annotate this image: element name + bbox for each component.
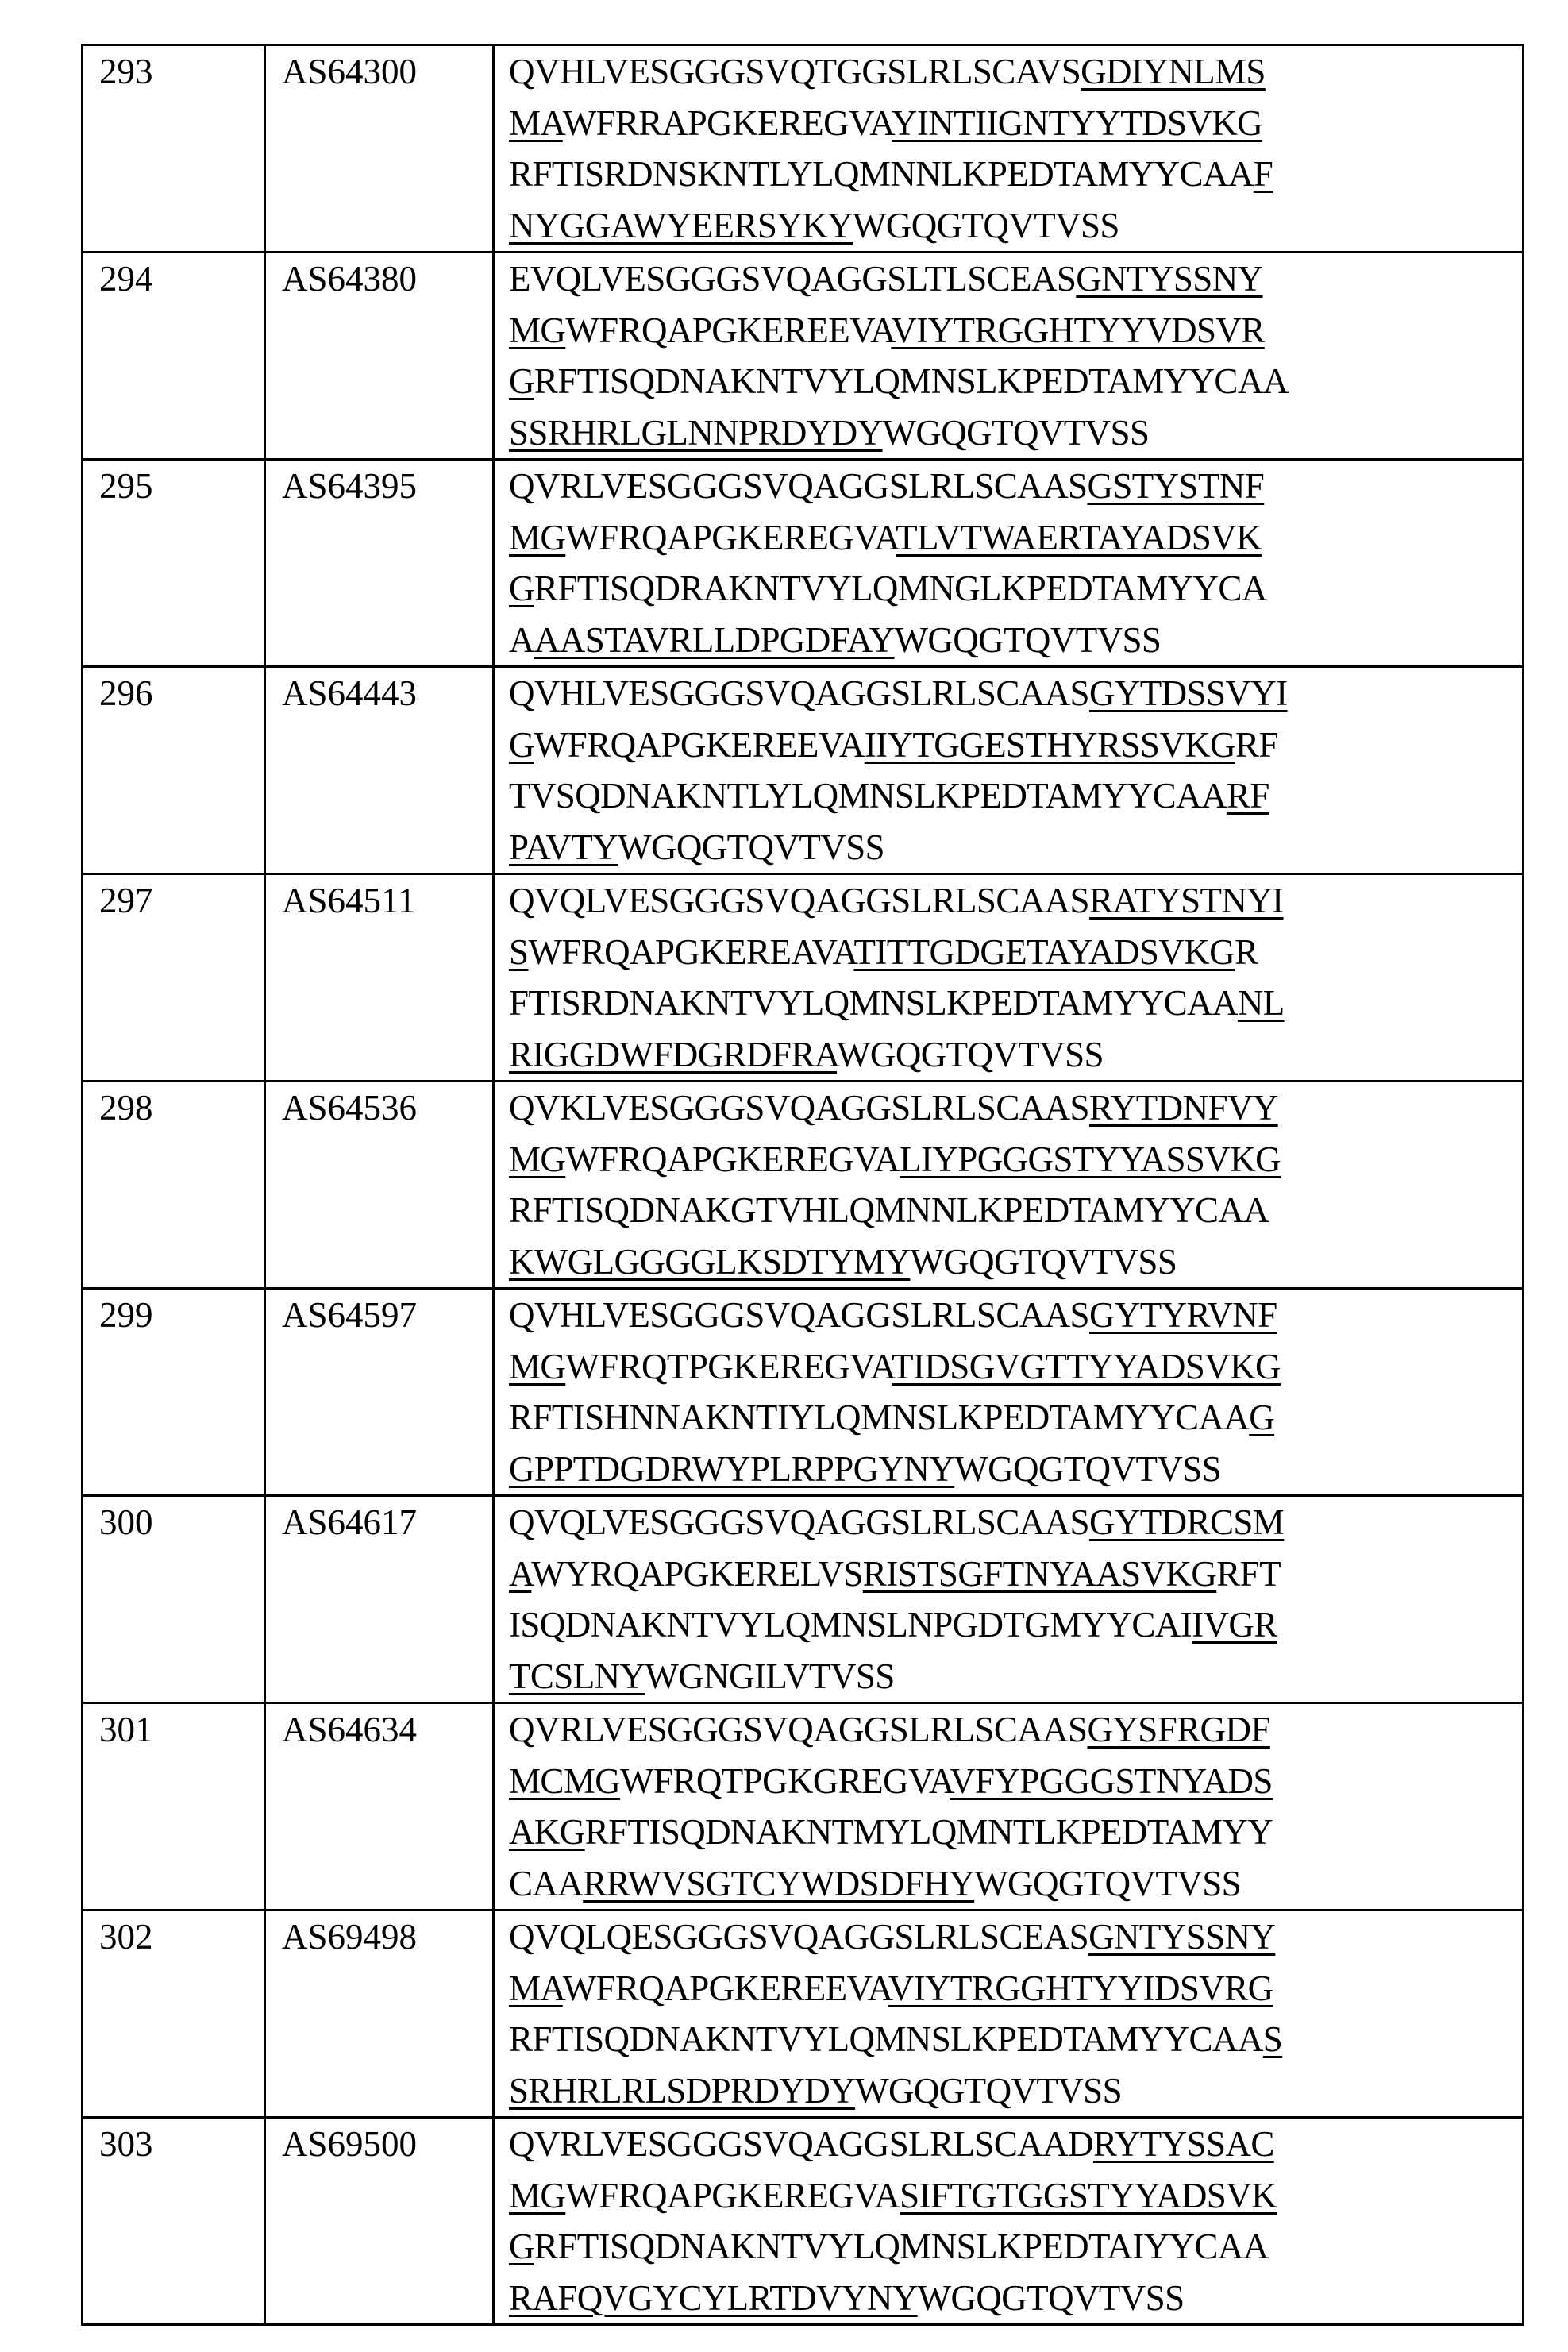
sequence-line — [509, 1963, 1522, 2015]
sequence-number: 302 — [99, 1917, 153, 1957]
cdr-segment: LIYPGGGSTYYASSVKG — [900, 1139, 1281, 1179]
framework-segment: WFRQAPGKEREGVA — [565, 1139, 900, 1179]
sequence-line — [509, 927, 1522, 978]
framework-segment: WFRQTPGKEREGVA — [565, 1346, 892, 1386]
sequence-line — [509, 1704, 1522, 1756]
cdr-segment: GYTYRVNF — [1088, 1295, 1277, 1335]
sequence-line — [509, 563, 1522, 615]
clone-id-cell — [265, 1496, 494, 1703]
framework-segment: WYRQAPGKERELVS — [531, 1553, 863, 1594]
clone-id: AS64597 — [282, 1295, 418, 1335]
framework-segment: WGQGTQVTVSS — [910, 1241, 1177, 1282]
sequence-line — [509, 1185, 1522, 1236]
cdr-segment: F — [1253, 154, 1273, 194]
sequence-line — [509, 2273, 1522, 2324]
framework-segment: WFRQTPGKGREGVA — [620, 1760, 950, 1801]
sequence-line — [509, 1029, 1522, 1081]
sequence-line — [509, 461, 1522, 512]
cdr-segment: G — [1249, 1398, 1275, 1437]
cdr-segment: MG — [509, 1139, 566, 1179]
sequence-line — [509, 1392, 1522, 1444]
sequence-line — [509, 1236, 1522, 1288]
table-row — [83, 45, 1524, 253]
cdr-segment: TITTGDGETAYADSVKG — [853, 931, 1235, 972]
amino-acid-sequence-cell — [494, 45, 1524, 253]
sequence-line — [509, 615, 1522, 666]
sequence-number-cell — [83, 1911, 265, 2118]
cdr-segment: G — [509, 361, 534, 401]
sequence-number-cell — [83, 253, 265, 460]
sequence-line — [509, 98, 1522, 149]
clone-id-cell — [265, 45, 494, 253]
sequence-line — [509, 2119, 1522, 2170]
clone-id: AS64634 — [282, 1710, 418, 1749]
sequence-line — [509, 1548, 1522, 1600]
framework-segment: QVQLQESGGGSVQAGGSLRLSCEAS — [509, 1917, 1089, 1957]
cdr-segment: RIGGDWFDGRDFRA — [509, 1034, 838, 1074]
cdr-segment: RRWVSGTCYWDSDFHY — [583, 1863, 975, 1903]
sequence-line — [509, 1599, 1522, 1651]
sequence-number: 303 — [99, 2124, 153, 2164]
cdr-segment: IIYTGGESTHYRSSVKG — [864, 724, 1236, 765]
table-row — [83, 1082, 1524, 1289]
clone-id: AS64300 — [282, 52, 418, 91]
framework-segment: QVHLVESGGGSVQAGGSLRLSCAAS — [509, 1295, 1089, 1335]
framework-segment: WGQGTQVTVSS — [837, 1034, 1104, 1074]
cdr-segment: AKG — [509, 1812, 585, 1852]
framework-segment: A — [509, 619, 534, 660]
clone-id: AS64511 — [282, 881, 416, 920]
sequence-line — [509, 407, 1522, 459]
sequence-number: 297 — [99, 881, 153, 920]
framework-segment: RFTISHNNAKNTIYLQMNSLKPEDTAMYYCAA — [509, 1398, 1250, 1437]
cdr-segment: VIYTRGGHTYYIDSVRG — [888, 1968, 1273, 2008]
framework-segment: RFTISQDNAKNTVYLQMNSLKPEDTAMYYCAA — [534, 361, 1289, 401]
sequence-line — [509, 512, 1522, 564]
framework-segment: WGQGTQVTVSS — [894, 619, 1162, 660]
sequence-line — [509, 253, 1522, 305]
sequence-line — [509, 1290, 1522, 1341]
cdr-segment: GYSFRGDF — [1087, 1710, 1270, 1749]
sequence-line — [509, 1858, 1522, 1910]
sequence-line — [509, 2170, 1522, 2222]
clone-id-cell — [265, 253, 494, 460]
cdr-segment: G — [509, 2227, 534, 2266]
sequence-line — [509, 1497, 1522, 1548]
table-row — [83, 1496, 1524, 1703]
cdr-segment: MA — [509, 102, 563, 143]
sequence-number: 293 — [99, 52, 153, 91]
clone-id: AS69498 — [282, 1917, 418, 1957]
sequence-line — [509, 1806, 1522, 1858]
framework-segment: RF — [1235, 724, 1278, 765]
sequence-line — [509, 200, 1522, 252]
framework-segment: ISQDNAKNTVYLQMNSLNPGDTGMYYCAI — [509, 1605, 1192, 1644]
sequence-line — [509, 719, 1522, 771]
sequence-line — [509, 356, 1522, 407]
framework-segment: WGQGTQVTVSS — [954, 1448, 1222, 1489]
table-row — [83, 667, 1524, 874]
sequence-line — [509, 1911, 1522, 1963]
cdr-segment: MCMG — [509, 1760, 621, 1801]
cdr-segment: NYGGAWYEERSYKY — [509, 205, 853, 245]
clone-id: AS64395 — [282, 466, 418, 506]
cdr-segment: G — [509, 569, 534, 608]
framework-segment: QVRLVESGGGSVQAGGSLRLSCAAD — [509, 2124, 1093, 2164]
cdr-segment: MG — [509, 517, 566, 557]
cdr-segment: GYTDRCSM — [1088, 1502, 1285, 1542]
cdr-segment: GDIYNLMS — [1081, 52, 1266, 91]
framework-segment: RFTISQDRAKNTVYLQMNGLKPEDTAMYYCA — [534, 569, 1267, 608]
clone-id-cell — [265, 1082, 494, 1289]
sequence-number-cell — [83, 667, 265, 874]
sequence-number: 295 — [99, 466, 153, 506]
cdr-segment: SRHRLRLSDPRDYDY — [509, 2070, 856, 2111]
amino-acid-sequence-cell — [494, 253, 1524, 460]
cdr-segment: RATYSTNYI — [1088, 881, 1284, 920]
table-row — [83, 1703, 1524, 1911]
sequence-number: 298 — [99, 1088, 153, 1128]
framework-segment: WFRQAPGKEREEVA — [565, 310, 892, 350]
sequence-number: 299 — [99, 1295, 153, 1335]
cdr-segment: GSTYSTNF — [1087, 466, 1265, 506]
sequence-number: 301 — [99, 1710, 153, 1749]
clone-id-cell — [265, 1703, 494, 1911]
sequence-number-cell — [83, 460, 265, 667]
framework-segment: WFRQAPGKEREGVA — [565, 2175, 900, 2215]
cdr-segment: VIYTRGGHTYYVDSVR — [891, 310, 1265, 350]
sequence-line — [509, 305, 1522, 357]
clone-id: AS69500 — [282, 2124, 418, 2164]
table-row — [83, 2118, 1524, 2325]
table-body — [83, 45, 1524, 2325]
sequence-line — [509, 1082, 1522, 1134]
framework-segment: RFTISRDNSKNTLYLQMNNLKPEDTAMYYCAA — [509, 154, 1254, 194]
cdr-segment: AASTAVRLLDPGDFAY — [534, 619, 895, 660]
framework-segment: WGQGTQVTVSS — [852, 205, 1119, 245]
framework-segment: CAA — [509, 1863, 584, 1903]
clone-id: AS64536 — [282, 1088, 418, 1128]
cdr-segment: MG — [509, 1346, 566, 1386]
sequence-number-cell — [83, 1703, 265, 1911]
cdr-segment: TCSLNY — [509, 1656, 645, 1696]
cdr-segment: YINTIIGNTYYTDSVKG — [891, 102, 1263, 143]
clone-id-cell — [265, 2118, 494, 2325]
cdr-segment: MA — [509, 1968, 563, 2008]
clone-id: AS64380 — [282, 259, 418, 299]
framework-segment: WGQGTQVTVSS — [855, 2070, 1122, 2111]
sequence-number-cell — [83, 2118, 265, 2325]
amino-acid-sequence-cell — [494, 460, 1524, 667]
sequence-line — [509, 148, 1522, 200]
framework-segment: QVKLVESGGGSVQAGGSLRLSCAAS — [509, 1088, 1089, 1128]
framework-segment: RFTISQDNAKNTVYLQMNSLKPEDTAIYYCAA — [534, 2227, 1269, 2266]
sequence-table — [81, 44, 1524, 2326]
cdr-segment: PAVTY — [509, 827, 618, 867]
cdr-segment: KWGLGGGGLKSDTYMY — [509, 1241, 911, 1282]
table-row — [83, 874, 1524, 1082]
framework-segment: RFTISQDNAKNTVYLQMNSLKPEDTAMYYCAA — [509, 2019, 1263, 2059]
sequence-line — [509, 1651, 1522, 1702]
sequence-line — [509, 1134, 1522, 1186]
cdr-segment: RYTYSSAC — [1092, 2124, 1274, 2164]
sequence-number-cell — [83, 1082, 265, 1289]
amino-acid-sequence-cell — [494, 667, 1524, 874]
framework-segment: QVHLVESGGGSVQTGGSLRLSCAVS — [509, 52, 1081, 91]
cdr-segment: RAFQVGYCYLRTDVYNY — [509, 2277, 918, 2318]
cdr-segment: GYTDSSVYI — [1088, 673, 1288, 713]
framework-segment: WGQGTQVTVSS — [917, 2277, 1185, 2318]
sequence-line — [509, 1444, 1522, 1495]
cdr-segment: VFYPGGGSTNYADS — [950, 1760, 1273, 1801]
framework-segment: EVQLVESGGGSVQAGGSLTLSCEAS — [509, 259, 1077, 299]
cdr-segment: GPPTDGDRWYPLRPPGYNY — [509, 1448, 955, 1489]
framework-segment: QVQLVESGGGSVQAGGSLRLSCAAS — [509, 1502, 1089, 1542]
framework-segment: TVSQDNAKNTLYLQMNSLKPEDTAMYYCAA — [509, 776, 1227, 815]
clone-id: AS64443 — [282, 673, 418, 713]
framework-segment: WFRQAPGKEREEVA — [534, 724, 865, 765]
table-row — [83, 460, 1524, 667]
clone-id-cell — [265, 1911, 494, 2118]
amino-acid-sequence-cell — [494, 1703, 1524, 1911]
sequence-line — [509, 770, 1522, 822]
sequence-line — [509, 875, 1522, 927]
sequence-line — [509, 1756, 1522, 1807]
cdr-segment: IVGR — [1192, 1605, 1277, 1644]
sequence-number-cell — [83, 1289, 265, 1496]
sequence-number-cell — [83, 1496, 265, 1703]
sequence-line — [509, 822, 1522, 873]
cdr-segment: RYTDNFVY — [1088, 1088, 1278, 1128]
framework-segment: QVQLVESGGGSVQAGGSLRLSCAAS — [509, 881, 1089, 920]
table-row — [83, 253, 1524, 460]
framework-segment: WGQGTQVTVSS — [974, 1863, 1242, 1903]
clone-id-cell — [265, 460, 494, 667]
amino-acid-sequence-cell — [494, 1082, 1524, 1289]
amino-acid-sequence-cell — [494, 874, 1524, 1082]
framework-segment: WFRRAPGKEREGVA — [562, 102, 892, 143]
amino-acid-sequence-cell — [494, 1289, 1524, 1496]
sequence-number: 294 — [99, 259, 153, 299]
framework-segment: WGNGILVTVSS — [645, 1656, 895, 1696]
cdr-segment: GNTYSSNY — [1088, 1917, 1276, 1957]
amino-acid-sequence-cell — [494, 1911, 1524, 2118]
cdr-segment: SSRHRLGLNNPRDYDY — [509, 412, 883, 453]
framework-segment: WFRQAPGKEREEVA — [562, 1968, 888, 2008]
cdr-segment: S — [509, 931, 529, 972]
table-row — [83, 1289, 1524, 1496]
sequence-number: 300 — [99, 1502, 153, 1542]
framework-segment: RFT — [1216, 1553, 1281, 1594]
framework-segment: QVHLVESGGGSVQAGGSLRLSCAAS — [509, 673, 1089, 713]
sequence-line — [509, 46, 1522, 98]
framework-segment: WGQGTQVTVSS — [618, 827, 884, 867]
sequence-number: 296 — [99, 673, 153, 713]
cdr-segment: A — [509, 1553, 532, 1594]
amino-acid-sequence-cell — [494, 2118, 1524, 2325]
framework-segment: FTISRDNAKNTVYLQMNSLKPEDTAMYYCAA — [509, 983, 1238, 1023]
cdr-segment: MG — [509, 2175, 566, 2215]
framework-segment: RFTISQDNAKGTVHLQMNNLKPEDTAMYYCAA — [509, 1190, 1269, 1230]
cdr-segment: TIDSGVGTTYYADSVKG — [892, 1346, 1281, 1386]
amino-acid-sequence-cell — [494, 1496, 1524, 1703]
framework-segment: WFRQAPGKEREGVA — [565, 517, 896, 557]
cdr-segment: NL — [1237, 983, 1285, 1023]
framework-segment: RFTISQDNAKNTMYLQMNTLKPEDTAMYY — [584, 1812, 1273, 1852]
clone-id: AS64617 — [282, 1502, 418, 1542]
framework-segment: WGQGTQVTVSS — [882, 412, 1150, 453]
cdr-segment: SIFTGTGGSTYYADSVK — [900, 2175, 1277, 2215]
sequence-line — [509, 1341, 1522, 1393]
cdr-segment: S — [1262, 2019, 1283, 2059]
clone-id-cell — [265, 1289, 494, 1496]
cdr-segment: G — [509, 724, 534, 765]
sequence-line — [509, 668, 1522, 719]
cdr-segment: TLVTWAERTAYADSVK — [896, 517, 1262, 557]
sequence-line — [509, 977, 1522, 1029]
framework-segment: R — [1234, 931, 1258, 972]
framework-segment: QVRLVESGGGSVQAGGSLRLSCAAS — [509, 1710, 1088, 1749]
clone-id-cell — [265, 667, 494, 874]
table-row — [83, 1911, 1524, 2118]
sequence-line — [509, 2221, 1522, 2273]
cdr-segment: MG — [509, 310, 566, 350]
framework-segment: QVRLVESGGGSVQAGGSLRLSCAAS — [509, 466, 1088, 506]
cdr-segment: RISTSGFTNYAASVKG — [862, 1553, 1217, 1594]
sequence-number-cell — [83, 874, 265, 1082]
clone-id-cell — [265, 874, 494, 1082]
sequence-number-cell — [83, 45, 265, 253]
framework-segment: WFRQAPGKEREAVA — [528, 931, 854, 972]
sequence-line — [509, 2014, 1522, 2065]
cdr-segment: GNTYSSNY — [1076, 259, 1263, 299]
cdr-segment: RF — [1226, 776, 1269, 815]
sequence-line — [509, 2065, 1522, 2117]
